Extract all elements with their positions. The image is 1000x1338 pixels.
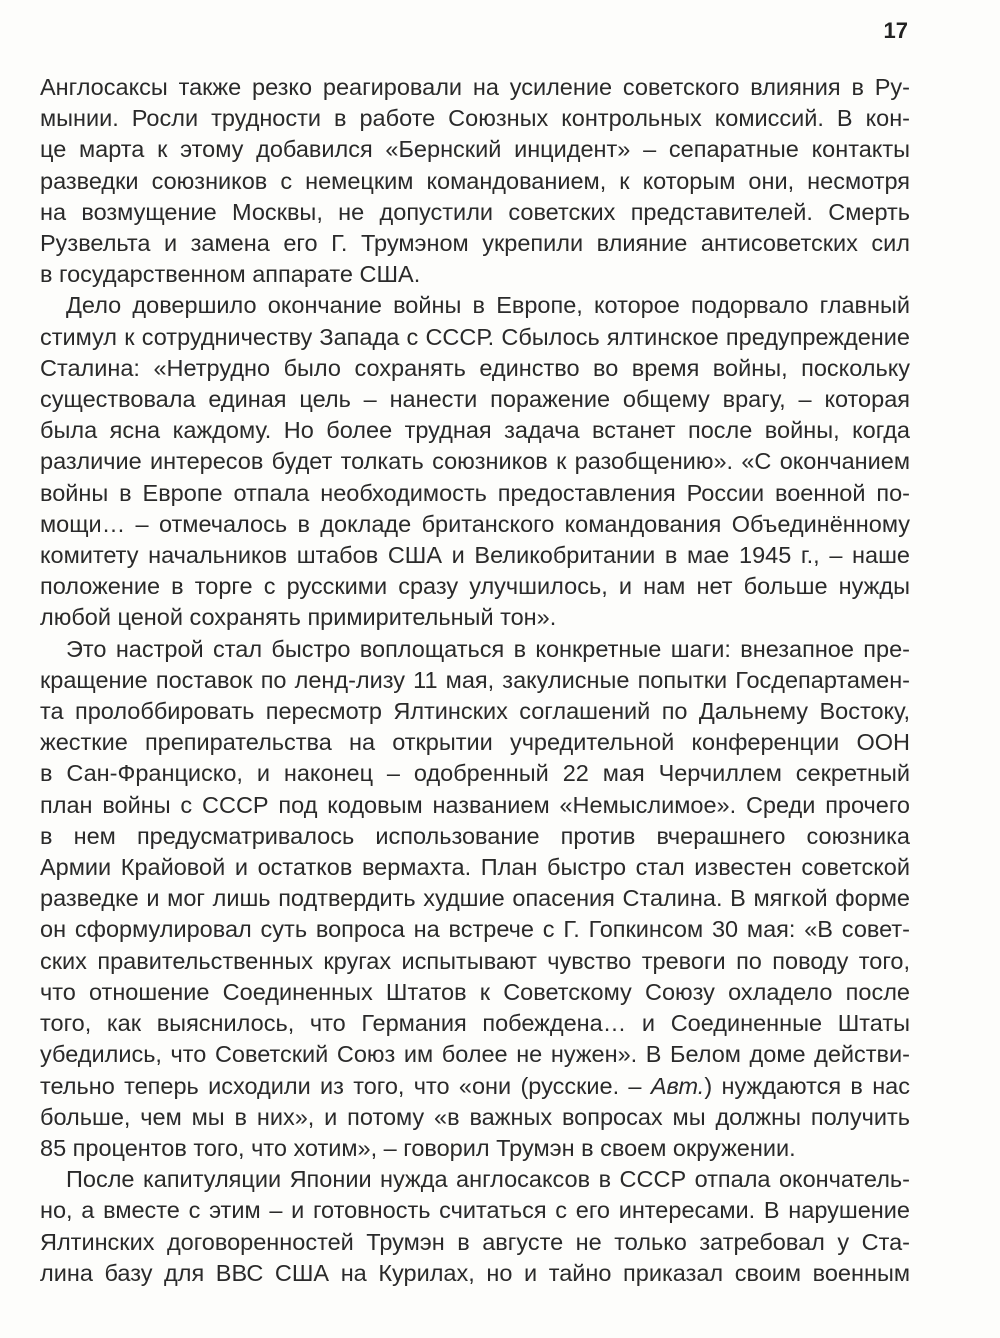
text-line: мынии. Росли трудности в работе Союзных контрольных комиссий. В кон-	[40, 105, 910, 132]
text-line: стимул к сотрудничеству Запада с СССР. Сбылось ялтинское предупреждение	[40, 323, 910, 350]
text-line: Ялтинских договоренностей Трумэн в августе не только затребовал у Ста-	[40, 1228, 910, 1255]
text-line: на возмущение Москвы, не допустили советских представителей. Смерть	[40, 198, 910, 225]
text-line: но, а вместе с этим – и готовность считаться с его интересами. В нарушение	[40, 1197, 910, 1224]
text-line: кращение поставок по ленд-лизу 11 мая, закулисные попытки Госдепартамен-	[40, 666, 910, 693]
text-line: того, как выяснилось, что Германия побеждена… и Соединенные Штаты	[40, 1010, 910, 1037]
text-line: Это настрой стал быстро воплощаться в конкретные шаги: внезапное пре-	[66, 635, 910, 662]
text-line: мощи… – отмечалось в докладе британского командования Объединённому	[40, 510, 910, 537]
text-line: больше, чем мы в них», и потому «в важных вопросах мы должны получить	[40, 1103, 910, 1130]
text-line: положение в торге с русскими сразу улучшилось, и нам нет больше нужды	[40, 573, 910, 600]
text-line: 85 процентов того, что хотим», – говорил Трумэн в своем окружении.	[40, 1134, 796, 1161]
text-line: что отношение Соединенных Штатов к Советскому Союзу охладело после	[40, 978, 910, 1005]
text-segment: тельно теперь исходили из того, что «они (русские. –	[40, 1072, 651, 1099]
body-text	[40, 72, 910, 1289]
text-line: существовала единая цель – нанести поражение общему врагу, – которая	[40, 386, 910, 413]
text-line: Рузвельта и замена его Г. Трумэном укрепили влияние антисоветских сил	[40, 230, 910, 257]
paragraph-1	[40, 72, 910, 290]
text-line: ских правительственных кругах испытывают чувство тревоги по поводу того,	[40, 947, 910, 974]
text-line: жесткие препирательства на открытии учредительной конференции ООН	[40, 729, 910, 756]
text-line: в государственном аппарате США.	[40, 261, 421, 288]
text-line: в Сан-Франциско, и наконец – одобренный 22 мая Черчиллем секретный	[40, 760, 910, 787]
text-line: После капитуляции Японии нужда англосаксов в СССР отпала окончатель-	[66, 1166, 910, 1193]
text-line: це марта к этому добавился «Бернский инцидент» – сепаратные контакты	[40, 136, 910, 163]
text-line: различие интересов будет толкать союзников к разобщению». «С окончанием	[40, 448, 910, 475]
text-line: разведке и мог лишь подтвердить худшие опасения Сталина. В мягкой форме	[40, 885, 910, 912]
paragraph-4	[40, 1164, 910, 1289]
text-line: Дело довершило окончание войны в Европе, которое подорвало главный	[66, 292, 910, 319]
text-line: та пролоббировать пересмотр Ялтинских соглашений по Дальнему Востоку,	[40, 698, 910, 725]
text-line-with-italic	[40, 1071, 910, 1102]
italic-abbreviation: Авт.	[650, 1072, 705, 1099]
text-line: он сформулировал суть вопроса на встрече с Г. Гопкинсом 30 мая: «В совет-	[40, 916, 910, 943]
text-line: в нем предусматривалось использование против вчерашнего союзника	[40, 822, 910, 849]
page-number: 17	[883, 18, 908, 43]
text-line: была ясна каждому. Но более трудная задача встанет после войны, когда	[40, 417, 910, 444]
text-line: план войны с СССР под кодовым названием «Немыслимое». Среди прочего	[40, 791, 910, 818]
text-line: лина базу для ВВС США на Курилах, но и тайно приказал своим военным	[40, 1259, 910, 1286]
text-line: убедились, что Советский Союз им более не нужен». В Белом доме действи-	[40, 1041, 910, 1068]
text-line: войны в Европе отпала необходимость предоставления России военной по-	[40, 479, 910, 506]
text-line: Сталина: «Нетрудно было сохранять единство во время войны, поскольку	[40, 354, 910, 381]
text-segment: ) нуждаются в нас	[704, 1072, 910, 1099]
paragraph-2	[40, 290, 910, 633]
text-line: комитету начальников штабов США и Великобритании в мае 1945 г., – наше	[40, 542, 910, 569]
text-line: Армии Крайовой и остатков вермахта. План быстро стал известен советской	[40, 854, 910, 881]
text-line: Англосаксы также резко реагировали на усиление советского влияния в Ру-	[40, 74, 910, 100]
text-line: любой ценой сохранять примирительный тон».	[40, 604, 557, 631]
text-line: разведки союзников с немецким командованием, к которым они, несмотря	[40, 167, 910, 194]
paragraph-3	[40, 634, 910, 1164]
